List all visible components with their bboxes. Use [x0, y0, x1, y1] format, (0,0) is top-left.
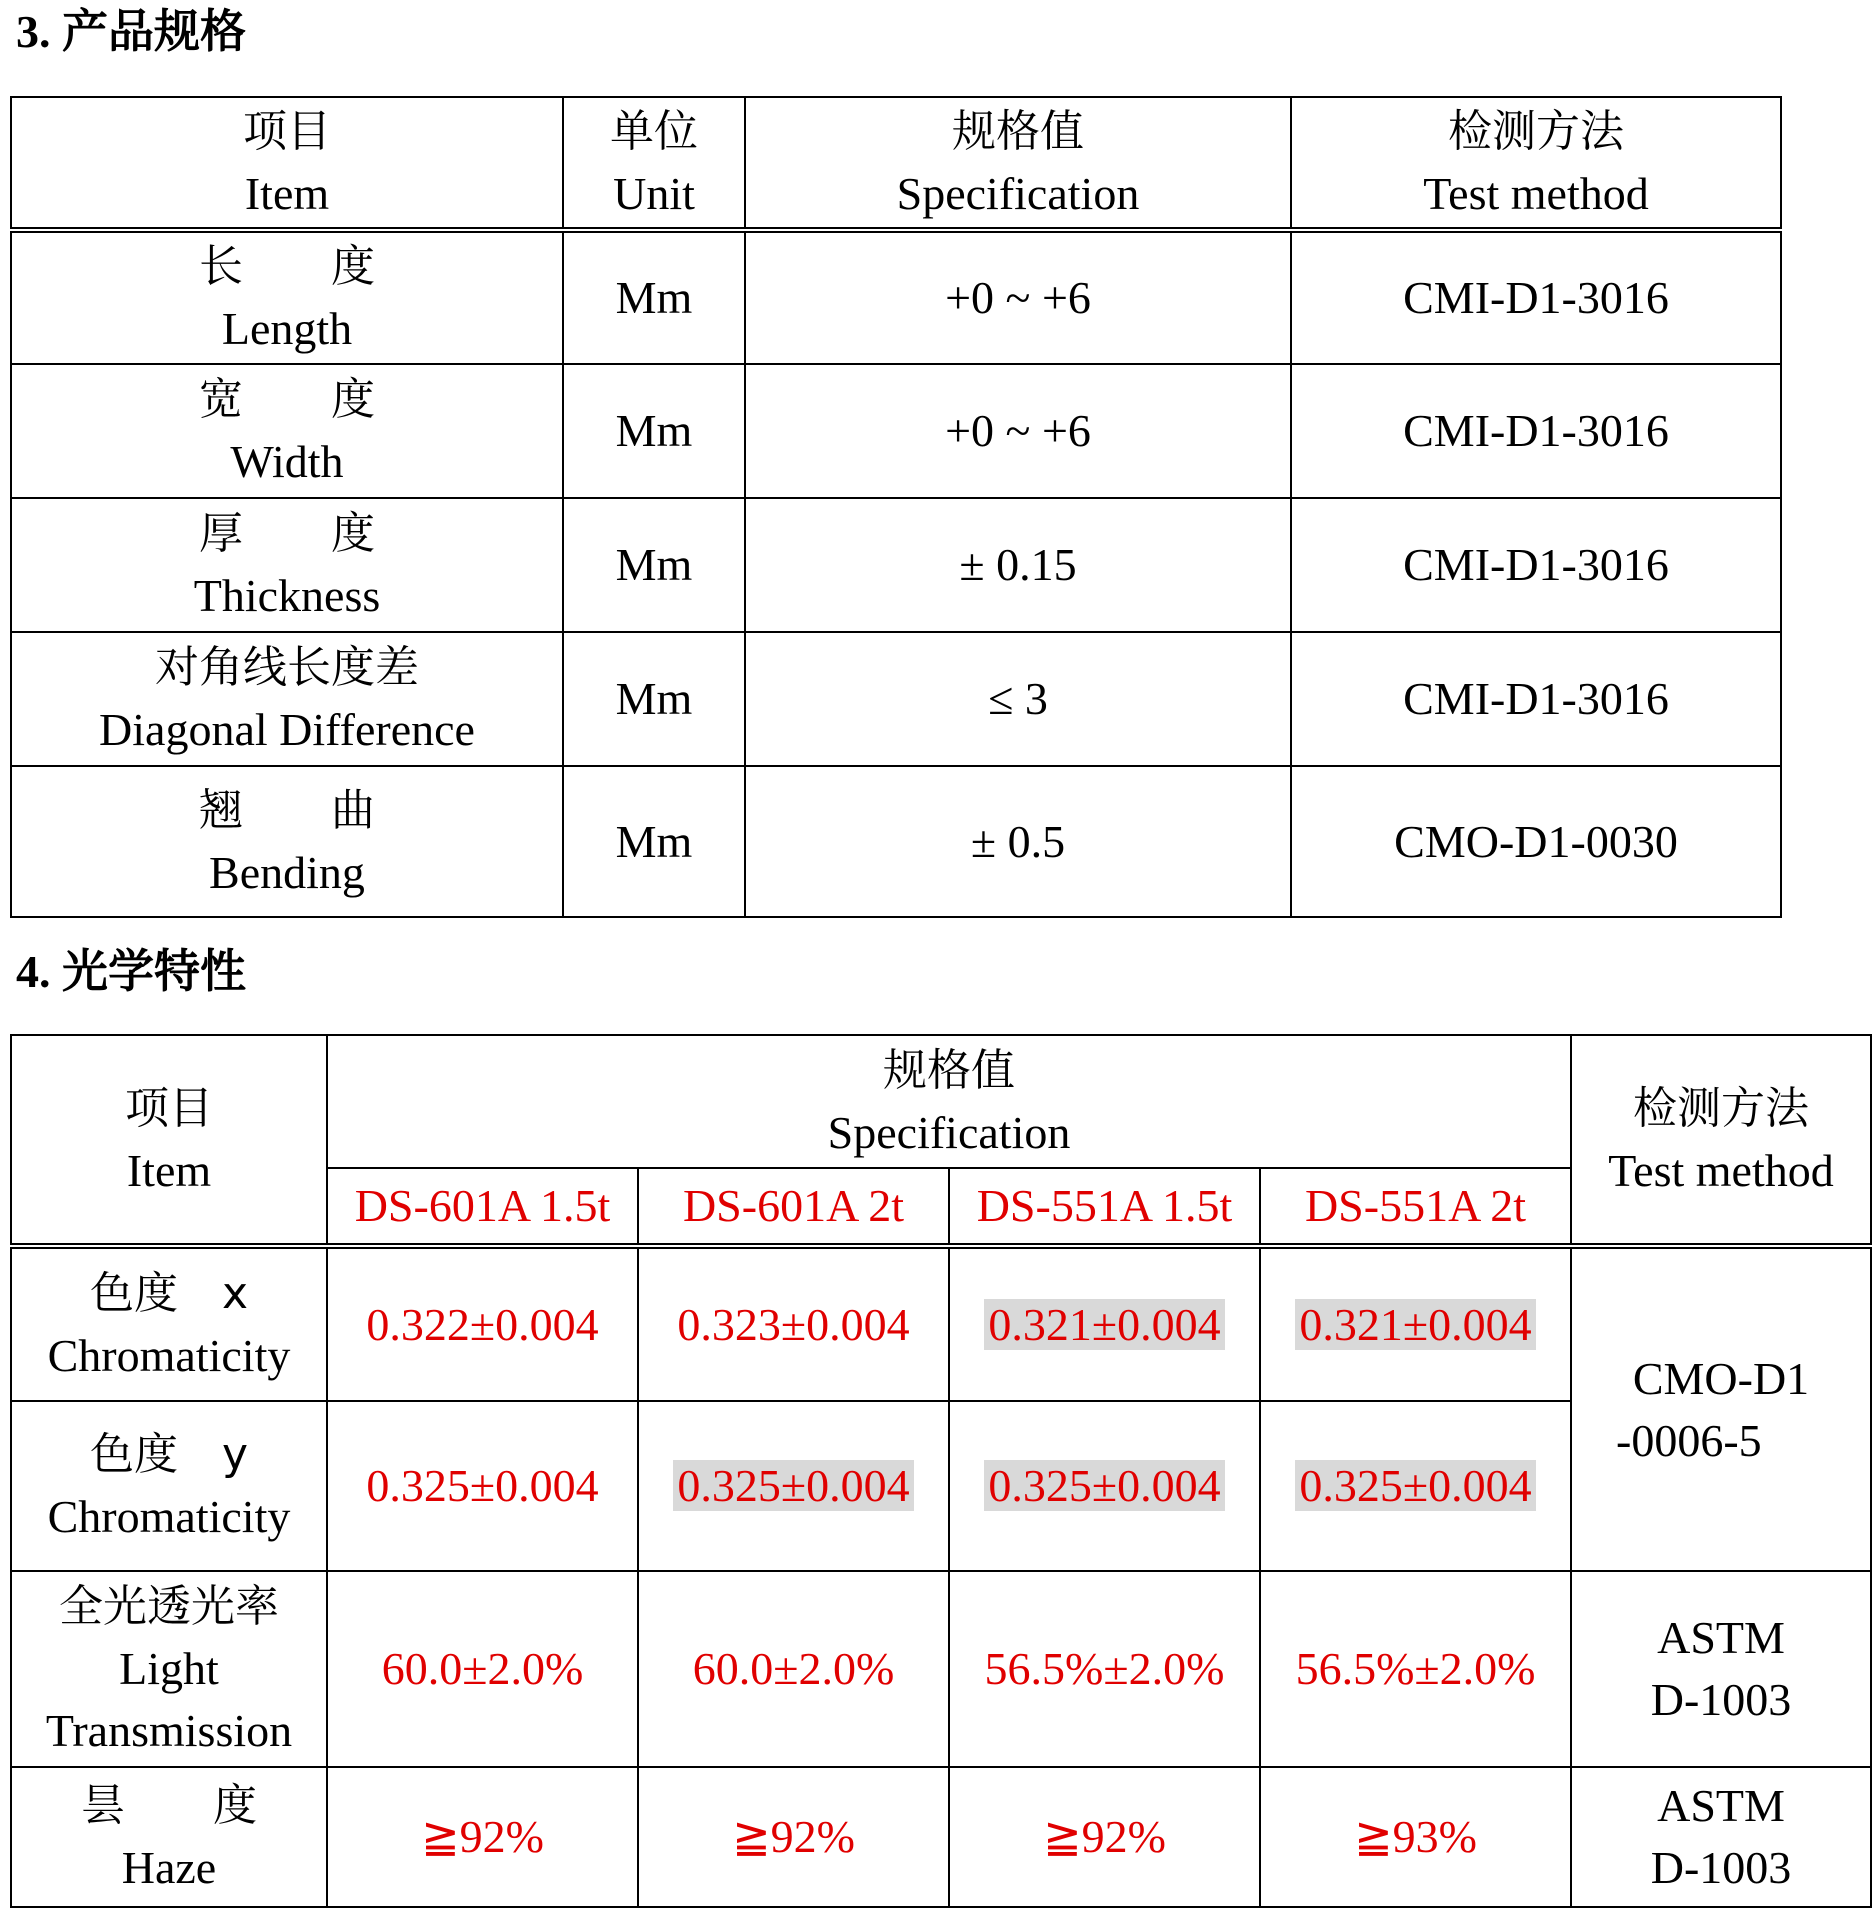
method-cell: CMI-D1-3016	[1291, 364, 1781, 498]
method-cell: ASTM D-1003	[1571, 1767, 1871, 1907]
section-title-specifications: 3. 产品规格	[16, 6, 246, 57]
value-cell	[949, 1401, 1260, 1571]
model-ds-551a-2t: DS-551A 2t	[1260, 1168, 1571, 1246]
header-test-method: 检测方法 Test method	[1291, 97, 1781, 230]
table-header-row	[11, 97, 1781, 230]
header-item: 项目 Item	[11, 1035, 327, 1246]
spec-cell: ± 0.5	[745, 766, 1291, 917]
value-cell: ≧92%	[949, 1767, 1260, 1907]
value-cell: ≧92%	[327, 1767, 638, 1907]
highlighted-value: 0.321±0.004	[984, 1299, 1224, 1350]
method-cell: CMO-D1-0030	[1291, 766, 1781, 917]
value-cell: 60.0±2.0%	[327, 1571, 638, 1767]
value-cell: 56.5%±2.0%	[1260, 1571, 1571, 1767]
table-row	[11, 1571, 1871, 1767]
table-row	[11, 230, 1781, 364]
value-cell	[638, 1401, 949, 1571]
model-ds-601a-2t: DS-601A 2t	[638, 1168, 949, 1246]
table-row	[11, 1246, 1871, 1401]
unit-cell: Mm	[563, 498, 745, 632]
highlighted-value: 0.325±0.004	[673, 1460, 913, 1511]
model-ds-601a-1-5t: DS-601A 1.5t	[327, 1168, 638, 1246]
item-cell: 对角线长度差 Diagonal Difference	[11, 632, 563, 766]
header-unit: 单位 Unit	[563, 97, 745, 230]
item-cell: 宽 度 Width	[11, 364, 563, 498]
spec-cell: ± 0.15	[745, 498, 1291, 632]
section-title-optical: 4. 光学特性	[16, 946, 246, 997]
method-cell: CMI-D1-3016	[1291, 498, 1781, 632]
item-cell: 昙 度 Haze	[11, 1767, 327, 1907]
value-cell	[1260, 1401, 1571, 1571]
table-row	[11, 498, 1781, 632]
method-cell: CMO-D1 -0006-5	[1571, 1246, 1871, 1571]
highlighted-value: 0.325±0.004	[984, 1460, 1224, 1511]
method-cell: CMI-D1-3016	[1291, 230, 1781, 364]
spec-cell: +0 ~ +6	[745, 230, 1291, 364]
item-cell: 色度 x Chromaticity	[11, 1246, 327, 1401]
unit-cell: Mm	[563, 364, 745, 498]
value-cell: ≧93%	[1260, 1767, 1571, 1907]
unit-cell: Mm	[563, 632, 745, 766]
table-row	[11, 1767, 1871, 1907]
unit-cell: Mm	[563, 230, 745, 364]
header-item: 项目 Item	[11, 97, 563, 230]
unit-cell: Mm	[563, 766, 745, 917]
value-cell: 0.322±0.004	[327, 1246, 638, 1401]
spec-cell: +0 ~ +6	[745, 364, 1291, 498]
item-cell: 全光透光率 Light Transmission	[11, 1571, 327, 1767]
header-specification: 规格值 Specification	[327, 1035, 1571, 1168]
value-cell: ≧92%	[638, 1767, 949, 1907]
table-row	[11, 766, 1781, 917]
highlighted-value: 0.325±0.004	[1295, 1460, 1535, 1511]
highlighted-value: 0.321±0.004	[1295, 1299, 1535, 1350]
value-cell: 60.0±2.0%	[638, 1571, 949, 1767]
spec-cell: ≤ 3	[745, 632, 1291, 766]
model-ds-551a-1-5t: DS-551A 1.5t	[949, 1168, 1260, 1246]
value-cell	[949, 1246, 1260, 1401]
header-test-method: 检测方法 Test method	[1571, 1035, 1871, 1246]
item-cell: 色度 y Chromaticity	[11, 1401, 327, 1571]
table-header-row	[11, 1035, 1871, 1168]
item-cell: 厚 度 Thickness	[11, 498, 563, 632]
value-cell: 56.5%±2.0%	[949, 1571, 1260, 1767]
value-cell: 0.325±0.004	[327, 1401, 638, 1571]
method-cell: ASTM D-1003	[1571, 1571, 1871, 1767]
table-row	[11, 364, 1781, 498]
item-cell: 翘 曲 Bending	[11, 766, 563, 917]
specification-table	[10, 96, 1782, 918]
value-cell: 0.323±0.004	[638, 1246, 949, 1401]
value-cell	[1260, 1246, 1571, 1401]
header-specification: 规格值 Specification	[745, 97, 1291, 230]
method-cell: CMI-D1-3016	[1291, 632, 1781, 766]
table-row	[11, 632, 1781, 766]
optical-table	[10, 1034, 1872, 1908]
item-cell: 长 度 Length	[11, 230, 563, 364]
